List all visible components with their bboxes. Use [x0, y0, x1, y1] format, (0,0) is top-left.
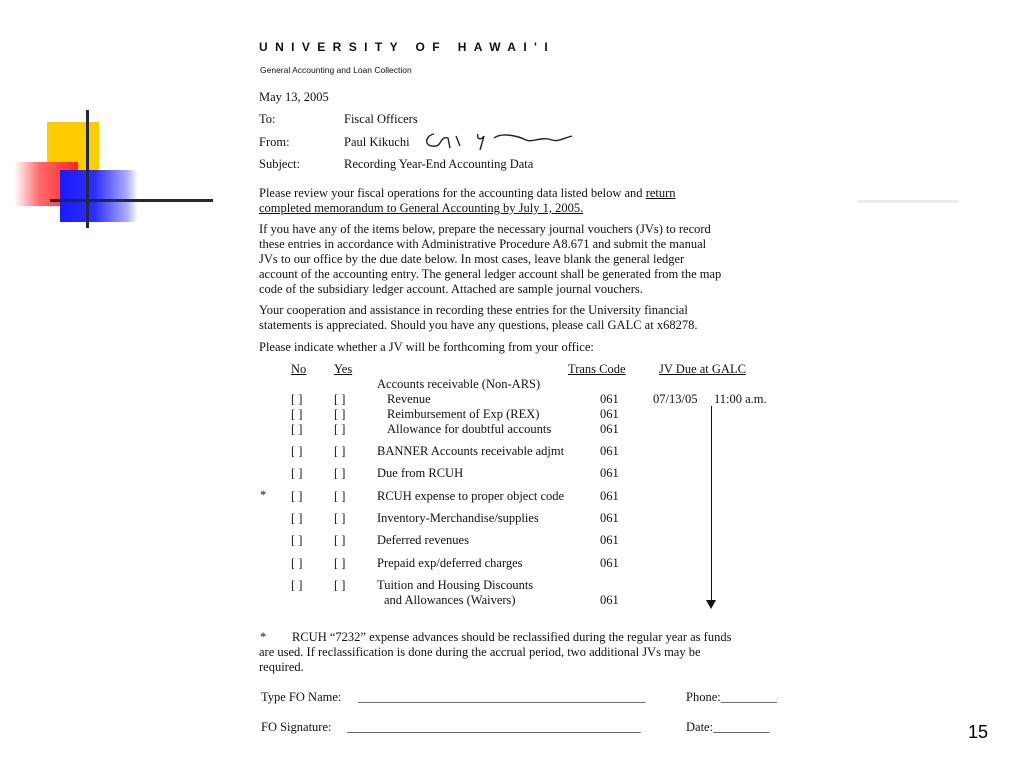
row-item: Revenue — [387, 392, 431, 406]
checkbox-no[interactable]: [ ] — [291, 556, 303, 570]
paragraph-3: Your cooperation and assistance in recording these entries for the University financial statements is appreciated. Should you have any questions, please call GALC at x68278. — [259, 303, 698, 332]
row-code: 061 — [600, 489, 619, 503]
to-label: To: — [259, 112, 276, 126]
row-due-time: 11:00 a.m. — [714, 392, 767, 406]
checkbox-yes[interactable]: [ ] — [334, 489, 346, 503]
checkbox-no[interactable]: [ ] — [291, 392, 303, 406]
paragraph-1-line-2: completed memorandum to General Accounting by July 1, 2005. — [259, 201, 584, 215]
paragraph-2: If you have any of the items below, prepare the necessary journal vouchers (JVs) to record these entries in accordance with Administrative Procedure A8.671 and submit the manual JVs to our office by the due date below. In most cases, leave blank the general ledger account of the accounting entry. The general ledger account shall be generated from the map code of the subsidiary ledger account. Attached are sample journal vouchers. — [259, 222, 722, 296]
footnote-line-2: are used. If reclassification is done during the accrual period, two additional JVs may be required. — [259, 645, 701, 674]
handwritten-signature — [422, 126, 582, 154]
memo-date: May 13, 2005 — [259, 90, 329, 104]
row-code: 061 — [600, 556, 619, 570]
faint-divider — [858, 200, 958, 203]
col-header-no: No — [291, 362, 307, 376]
row-item: Tuition and Housing Discounts — [377, 578, 534, 592]
row-code: 061 — [600, 444, 619, 458]
col-header-yes: Yes — [334, 362, 353, 376]
checkbox-no[interactable]: [ ] — [291, 578, 303, 592]
blue-gradient-square — [60, 170, 138, 222]
checkbox-yes[interactable]: [ ] — [334, 556, 346, 570]
due-arrow-line — [711, 406, 712, 602]
checkbox-no[interactable]: [ ] — [291, 422, 303, 436]
fo-signature-field[interactable]: _______________________________________________ — [347, 720, 641, 734]
row-item-line-2: and Allowances (Waivers) — [384, 593, 516, 607]
row-item: Due from RCUH — [377, 466, 464, 480]
checkbox-yes[interactable]: [ ] — [334, 466, 346, 480]
row-item: RCUH expense to proper object code — [377, 489, 565, 503]
checkbox-yes[interactable]: [ ] — [334, 444, 346, 458]
row-code: 061 — [600, 392, 619, 406]
department-name: General Accounting and Loan Collection — [260, 65, 412, 75]
row-item: Reimbursement of Exp (REX) — [387, 407, 540, 421]
checkbox-yes[interactable]: [ ] — [334, 392, 346, 406]
ar-heading: Accounts receivable (Non-ARS) — [377, 377, 541, 391]
row-item: Deferred revenues — [377, 533, 469, 547]
col-header-trans-code: Trans Code — [568, 362, 626, 376]
fo-signature-label: FO Signature: — [261, 720, 332, 734]
to-value: Fiscal Officers — [344, 112, 418, 126]
row-item: BANNER Accounts receivable adjmt — [377, 444, 565, 458]
p1-text-a: Please review your fiscal operations for the accounting data listed below and — [259, 186, 646, 200]
page-number: 15 — [968, 722, 989, 742]
subject-value: Recording Year-End Accounting Data — [344, 157, 534, 171]
checkbox-no[interactable]: [ ] — [291, 407, 303, 421]
row-item: Inventory-Merchandise/supplies — [377, 511, 539, 525]
col-header-jv-due: JV Due at GALC — [659, 362, 746, 376]
checkbox-yes[interactable]: [ ] — [334, 422, 346, 436]
row-due-date: 07/13/05 — [653, 392, 698, 406]
row-code: 061 — [600, 511, 619, 525]
fo-name-field[interactable]: ______________________________________________ — [358, 690, 646, 704]
paragraph-1-line-1 — [259, 186, 676, 201]
row-item: Prepaid exp/deferred charges — [377, 556, 523, 570]
row-code: 061 — [600, 407, 619, 421]
phone-field[interactable]: Phone:_________ — [686, 690, 777, 704]
row-code: 061 — [600, 593, 619, 607]
row-item: Allowance for doubtful accounts — [387, 422, 552, 436]
checkbox-no[interactable]: [ ] — [291, 533, 303, 547]
row-code: 061 — [600, 466, 619, 480]
from-label: From: — [259, 135, 290, 149]
row-asterisk: * — [260, 488, 267, 502]
checkbox-no[interactable]: [ ] — [291, 466, 303, 480]
checkbox-yes[interactable]: [ ] — [334, 533, 346, 547]
subject-label: Subject: — [259, 157, 300, 171]
checkbox-yes[interactable]: [ ] — [334, 407, 346, 421]
decorative-squares-graphic — [0, 100, 220, 240]
checkbox-no[interactable]: [ ] — [291, 444, 303, 458]
date-field[interactable]: Date:_________ — [686, 720, 770, 734]
footnote-asterisk: * — [260, 630, 267, 644]
footnote-line-1: RCUH “7232” expense advances should be reclassified during the regular year as funds — [292, 630, 732, 644]
from-value: Paul Kikuchi — [344, 135, 410, 149]
horizontal-line — [50, 199, 213, 202]
checkbox-yes[interactable]: [ ] — [334, 578, 346, 592]
vertical-line — [86, 110, 89, 228]
row-code: 061 — [600, 533, 619, 547]
university-header: UNIVERSITY OF HAWAI'I — [259, 40, 556, 54]
checkbox-yes[interactable]: [ ] — [334, 511, 346, 525]
checkbox-no[interactable]: [ ] — [291, 489, 303, 503]
checkbox-no[interactable]: [ ] — [291, 511, 303, 525]
row-code: 061 — [600, 422, 619, 436]
paragraph-4: Please indicate whether a JV will be forthcoming from your office: — [259, 340, 594, 354]
due-arrow-head — [706, 600, 716, 609]
p1-return: return — [645, 186, 676, 200]
fo-name-label: Type FO Name: — [261, 690, 342, 704]
